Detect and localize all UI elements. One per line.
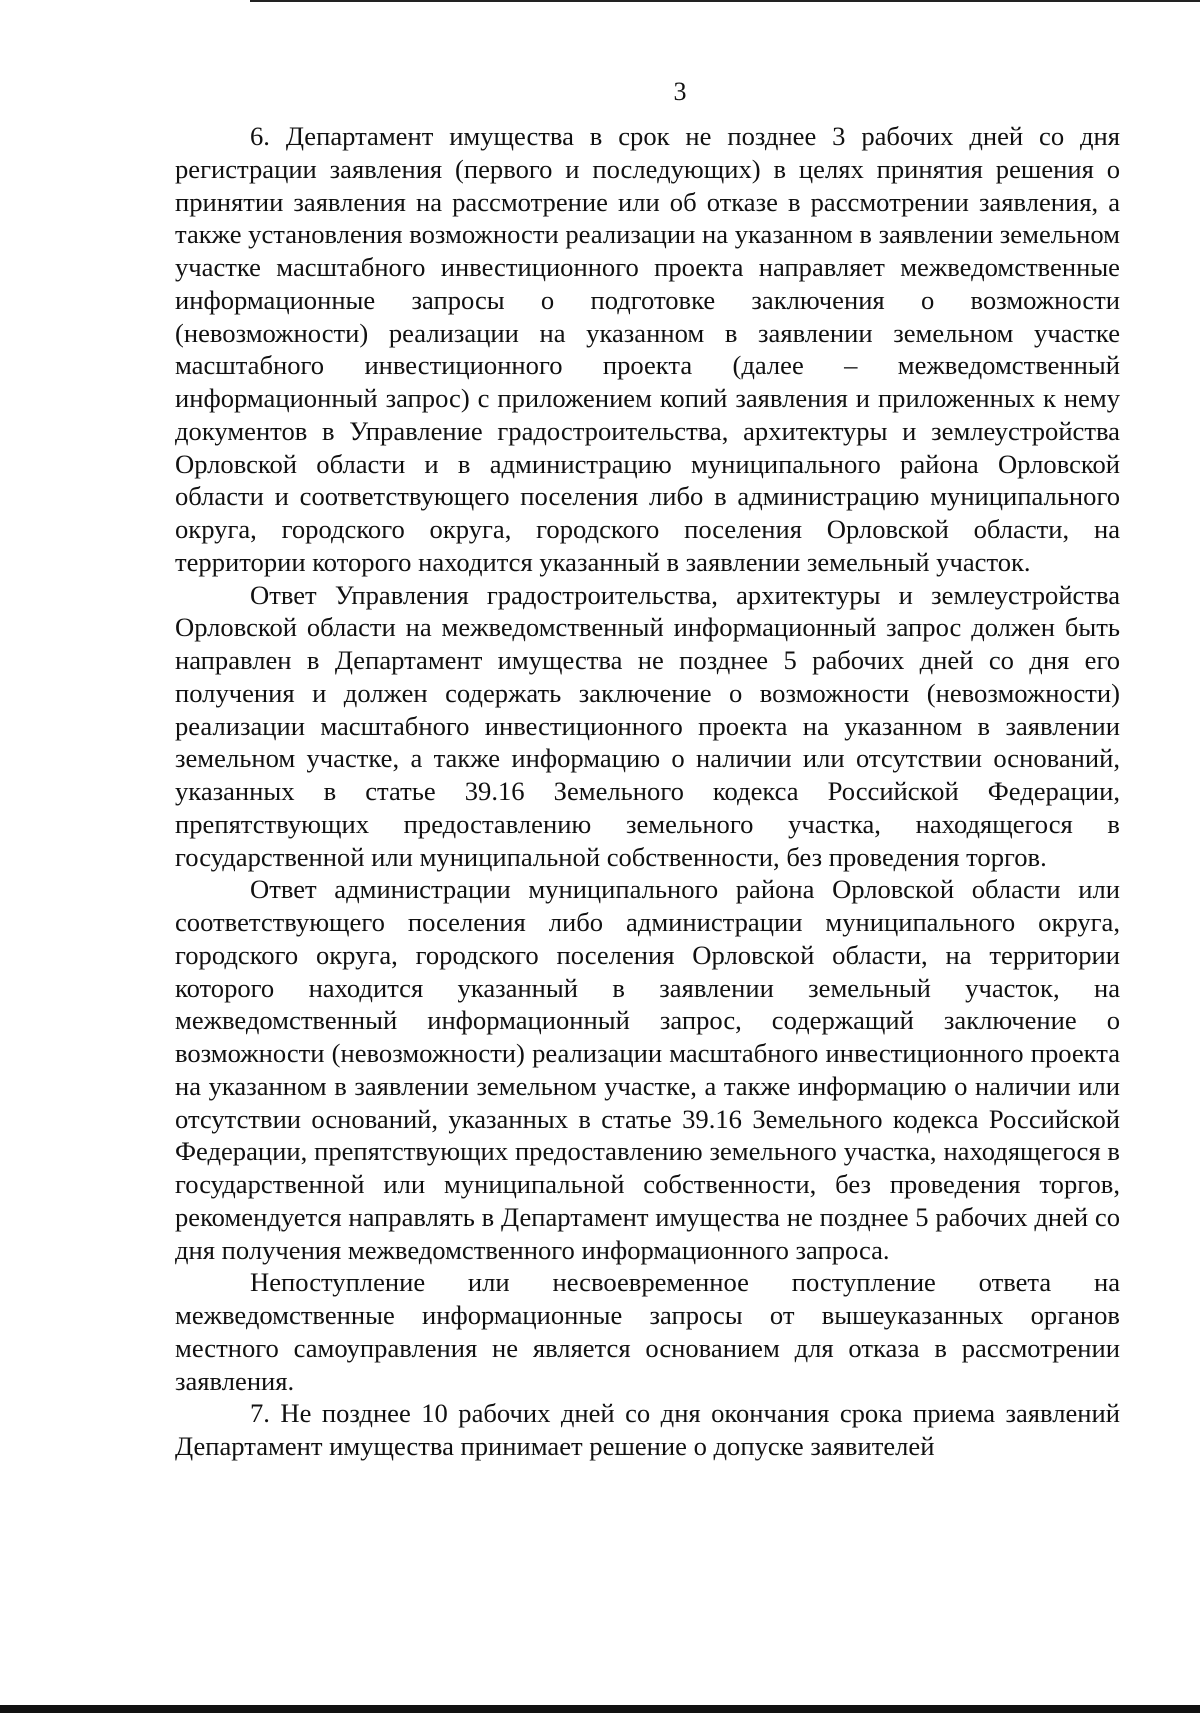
bottom-border-line [0,1705,1200,1713]
paragraph-item-6: 6. Департамент имущества в срок не позднее 3 рабочих дней со дня регистрации заявления (первого и последующих) в целях принятия решения о принятии заявления на рассмотрение или об отказе в рассмотрении заявления, а также установления возможности реализации на указанном в заявлении земельном участке масштабного инвестиционного проекта направляет межведомственные информационные запросы о подготовке заключения о возможности (невозможности) реализации на указанном в заявлении земельном участке масштабного инвестиционного проекта (далее – межведомственный информационный запрос) с приложением копий заявления и приложенных к нему документов в Управление градостроительства, архитектуры и землеустройства Орловской области и в администрацию муниципального района Орловской области и соответствующего поселения либо в администрацию муниципального округа, городского округа, городского поселения Орловской области, на территории которого находится указанный в заявлении земельный участок. [175,121,1120,577]
top-border-line [250,0,1200,2]
document-body [175,120,1120,1463]
paragraph-non-receipt: Непоступление или несвоевременное поступление ответа на межведомственные информационные запросы от вышеуказанных органов местного самоуправления не является основанием для отказа в рассмотрении заявления. [175,1267,1120,1396]
page-number: 3 [673,77,687,106]
paragraph-item-7: 7. Не позднее 10 рабочих дней со дня окончания срока приема заявлений Департамент имущества принимает решение о допуске заявителей [175,1398,1120,1461]
paragraph-response-administration: Ответ администрации муниципального района Орловской области или соответствующего поселения либо администрации муниципального округа, городского округа, городского поселения Орловской области, на территории которого находится указанный в заявлении земельный участок, на межведомственный информационный запрос, содержащий заключение о возможности (невозможности) реализации масштабного инвестиционного проекта на указанном в заявлении земельном участке, а также информацию о наличии или отсутствии оснований, указанных в статье 39.16 Земельного кодекса Российской Федерации, препятствующих предоставлению земельного участка, находящегося в государственной или муниципальной собственности, без проведения торгов, рекомендуется направлять в Департамент имущества не позднее 5 рабочих дней со дня получения межведомственного информационного запроса. [175,874,1120,1265]
paragraph-response-department: Ответ Управления градостроительства, архитектуры и землеустройства Орловской области на межведомственный информационный запрос должен быть направлен в Департамент имущества не позднее 5 рабочих дней со дня его получения и должен содержать заключение о возможности (невозможности) реализации масштабного инвестиционного проекта на указанном в заявлении земельном участке, а также информацию о наличии или отсутствии оснований, указанных в статье 39.16 Земельного кодекса Российской Федерации, препятствующих предоставлению земельного участка, находящегося в государственной или муниципальной собственности, без проведения торгов. [175,579,1120,872]
